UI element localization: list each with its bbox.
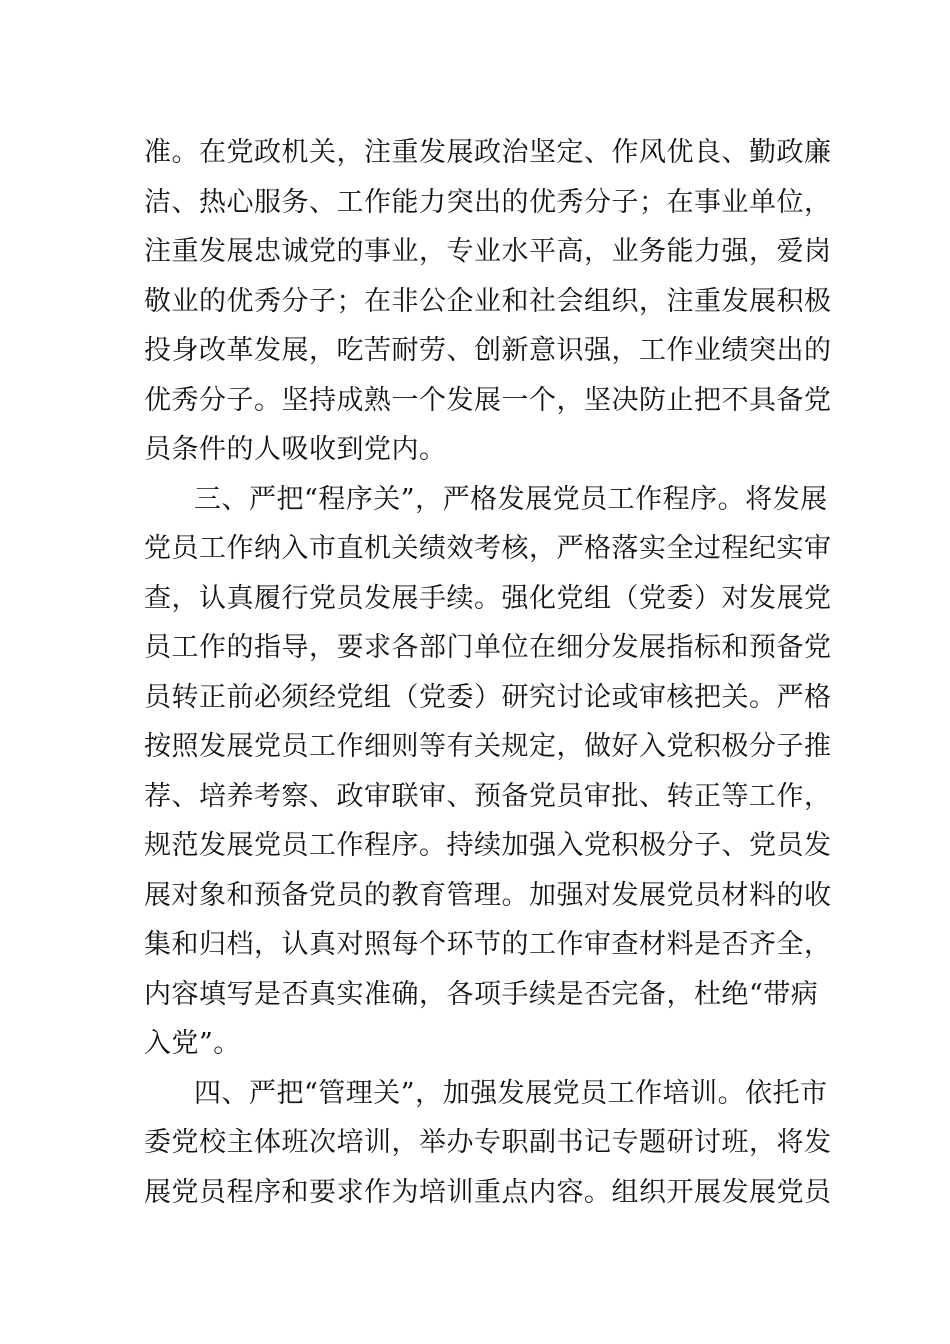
paragraph-management-gate bbox=[144, 1069, 832, 1218]
text-line: 四、严把“管理关”，加强发展党员工作培训。依托市 bbox=[194, 1077, 828, 1109]
text-line: 优秀分子。坚持成熟一个发展一个，坚决防止把不具备党 bbox=[144, 384, 832, 416]
text-line: 投身改革发展，吃苦耐劳、创新意识强，工作业绩突出的 bbox=[144, 335, 832, 366]
text-line: 按照发展党员工作细则等有关规定，做好入党积极分子推 bbox=[144, 731, 832, 762]
text-line: 内容填写是否真实准确，各项手续是否完备，杜绝“带病 bbox=[144, 978, 819, 1010]
text-line: 三、严把“程序关”，严格发展党员工作程序。将发展 bbox=[194, 483, 828, 515]
text-line: 展党员程序和要求作为培训重点内容。组织开展发展党员 bbox=[144, 1176, 832, 1208]
text-line: 党员工作纳入市直机关绩效考核，严格落实全过程纪实审 bbox=[144, 533, 832, 564]
document-body bbox=[144, 128, 832, 1217]
text-line: 展对象和预备党员的教育管理。加强对发展党员材料的收 bbox=[144, 879, 832, 911]
text-line: 荐、培养考察、政审联审、预备党员审批、转正等工作， bbox=[144, 780, 832, 812]
text-line: 员条件的人吸收到党内。 bbox=[144, 434, 447, 465]
text-line: 查，认真履行党员发展手续。强化党组（党委）对发展党 bbox=[144, 582, 832, 614]
text-line: 准。在党政机关，注重发展政治坚定、作风优良、勤政廉 bbox=[144, 137, 832, 168]
text-line: 注重发展忠诚党的事业，专业水平高，业务能力强，爱岗 bbox=[144, 236, 832, 267]
text-line: 员工作的指导，要求各部门单位在细分发展指标和预备党 bbox=[144, 632, 832, 663]
text-line: 员转正前必须经党组（党委）研究讨论或审核把关。严格 bbox=[144, 681, 832, 713]
paragraph-program-gate bbox=[144, 475, 832, 1069]
text-line: 委党校主体班次培训，举办专职副书记专题研讨班，将发 bbox=[144, 1127, 832, 1158]
text-line: 洁、热心服务、工作能力突出的优秀分子；在事业单位， bbox=[144, 186, 832, 218]
text-line: 集和归档，认真对照每个环节的工作审查材料是否齐全， bbox=[144, 929, 832, 960]
text-line: 敬业的优秀分子；在非公企业和社会组织，注重发展积极 bbox=[144, 285, 832, 317]
paragraph-continuation bbox=[144, 128, 832, 475]
text-line: 规范发展党员工作程序。持续加强入党积极分子、党员发 bbox=[144, 830, 832, 861]
text-line: 入党”。 bbox=[144, 1028, 241, 1059]
